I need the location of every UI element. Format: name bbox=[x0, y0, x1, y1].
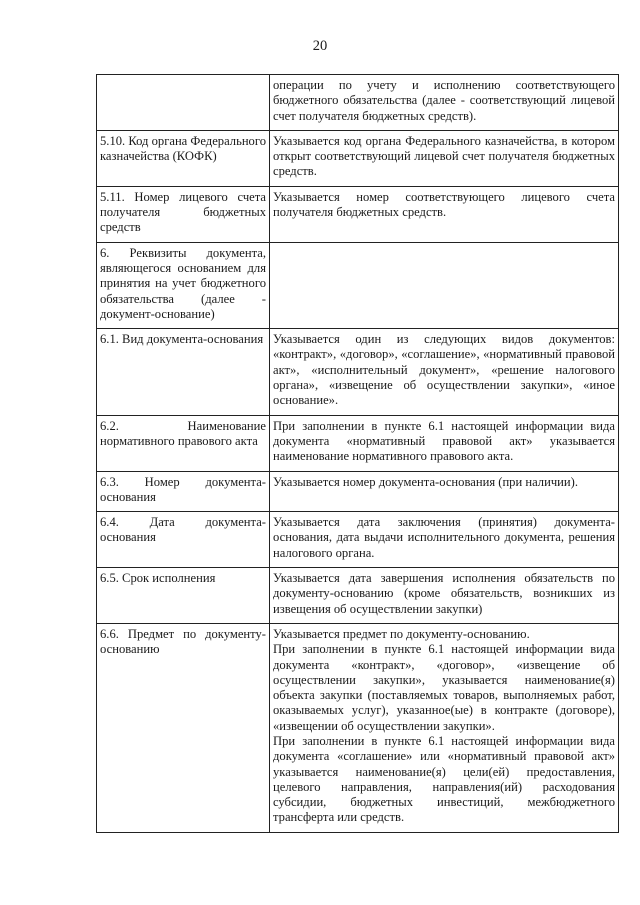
row-label: 6.3. Номер документа-основания bbox=[97, 471, 270, 512]
table-row bbox=[97, 512, 619, 568]
description-paragraph: Указывается дата завершения исполнения обязательств по документу-основанию (кроме обязательств, возникших из извещения об осуществлении закупки) bbox=[273, 571, 615, 616]
row-label: 6.4. Дата документа-основания bbox=[97, 512, 270, 568]
description-paragraph: операции по учету и исполнению соответствующего бюджетного обязательства (далее - соответствующий лицевой счет получателя бюджетных средств). bbox=[273, 78, 615, 123]
page-number: 20 bbox=[312, 38, 328, 54]
row-label: 6. Реквизиты документа, являющегося основанием для принятия на учет бюджетного обязательства (далее - документ-основание) bbox=[97, 242, 270, 328]
row-label: 5.11. Номер лицевого счета получателя бюджетных средств bbox=[97, 186, 270, 242]
description-paragraph: При заполнении в пункте 6.1 настоящей информации вида документа «нормативный правовой акт» указывается наименование нормативного правового акта. bbox=[273, 418, 615, 464]
description-paragraph: При заполнении в пункте 6.1 настоящей информации вида документа «соглашение» или «нормативный правовой акт» указывается наименование(я) цели(ей) предоставления, целевого направления, направления(ий) расходования субсидии, бюджетных инвестиций, межбюджетного трансферта или средств. bbox=[273, 733, 615, 825]
table-row bbox=[97, 130, 619, 186]
table-row bbox=[97, 471, 619, 512]
row-description bbox=[270, 186, 619, 242]
table-row bbox=[97, 75, 619, 131]
row-description bbox=[270, 415, 619, 471]
table-row bbox=[97, 568, 619, 624]
row-description bbox=[270, 568, 619, 624]
row-description bbox=[270, 471, 619, 512]
requisites-table bbox=[96, 74, 619, 833]
description-paragraph: Указывается номер соответствующего лицевого счета получателя бюджетных средств. bbox=[273, 189, 615, 220]
description-paragraph: Указывается номер документа-основания (при наличии). bbox=[273, 474, 578, 489]
table-row bbox=[97, 329, 619, 415]
row-description bbox=[270, 242, 619, 328]
table-row bbox=[97, 186, 619, 242]
row-description bbox=[270, 623, 619, 832]
row-label bbox=[97, 75, 270, 131]
table-row bbox=[97, 415, 619, 471]
description-paragraph: При заполнении в пункте 6.1 настоящей информации вида документа «контракт», «договор», «извещение об осуществлении закупки», указывается наименование(я) объекта закупки (поставляемых товаров, выполняемых работ, оказываемых услуг), указанное(ые) в контракте (договоре), «извещении об осуществлении закупки». bbox=[273, 642, 615, 733]
row-description bbox=[270, 329, 619, 415]
row-label: 6.5. Срок исполнения bbox=[97, 568, 270, 624]
table-row bbox=[97, 623, 619, 832]
description-paragraph: Указывается один из следующих видов документов: «контракт», «договор», «соглашение», «нормативный правовой акт», «исполнительный документ», «решение налогового органа», «извещение об осуществлении закупки», «иное основание». bbox=[273, 332, 615, 408]
row-label: 6.1. Вид документа-основания bbox=[97, 329, 270, 415]
row-label: 6.2. Наименование нормативного правового акта bbox=[97, 415, 270, 471]
row-label: 5.10. Код органа Федерального казначейства (КОФК) bbox=[97, 130, 270, 186]
description-paragraph: Указывается дата заключения (принятия) документа-основания, дата выдачи исполнительного документа, решения налогового органа. bbox=[273, 515, 615, 560]
row-description bbox=[270, 130, 619, 186]
table-row bbox=[97, 242, 619, 328]
row-description bbox=[270, 512, 619, 568]
row-description bbox=[270, 75, 619, 131]
description-paragraph: Указывается предмет по документу-основанию. bbox=[273, 626, 530, 641]
row-label: 6.6. Предмет по документу-основанию bbox=[97, 623, 270, 832]
description-paragraph: Указывается код органа Федерального казначейства, в котором открыт соответствующий лицевой счет получателя бюджетных средств. bbox=[273, 133, 615, 179]
